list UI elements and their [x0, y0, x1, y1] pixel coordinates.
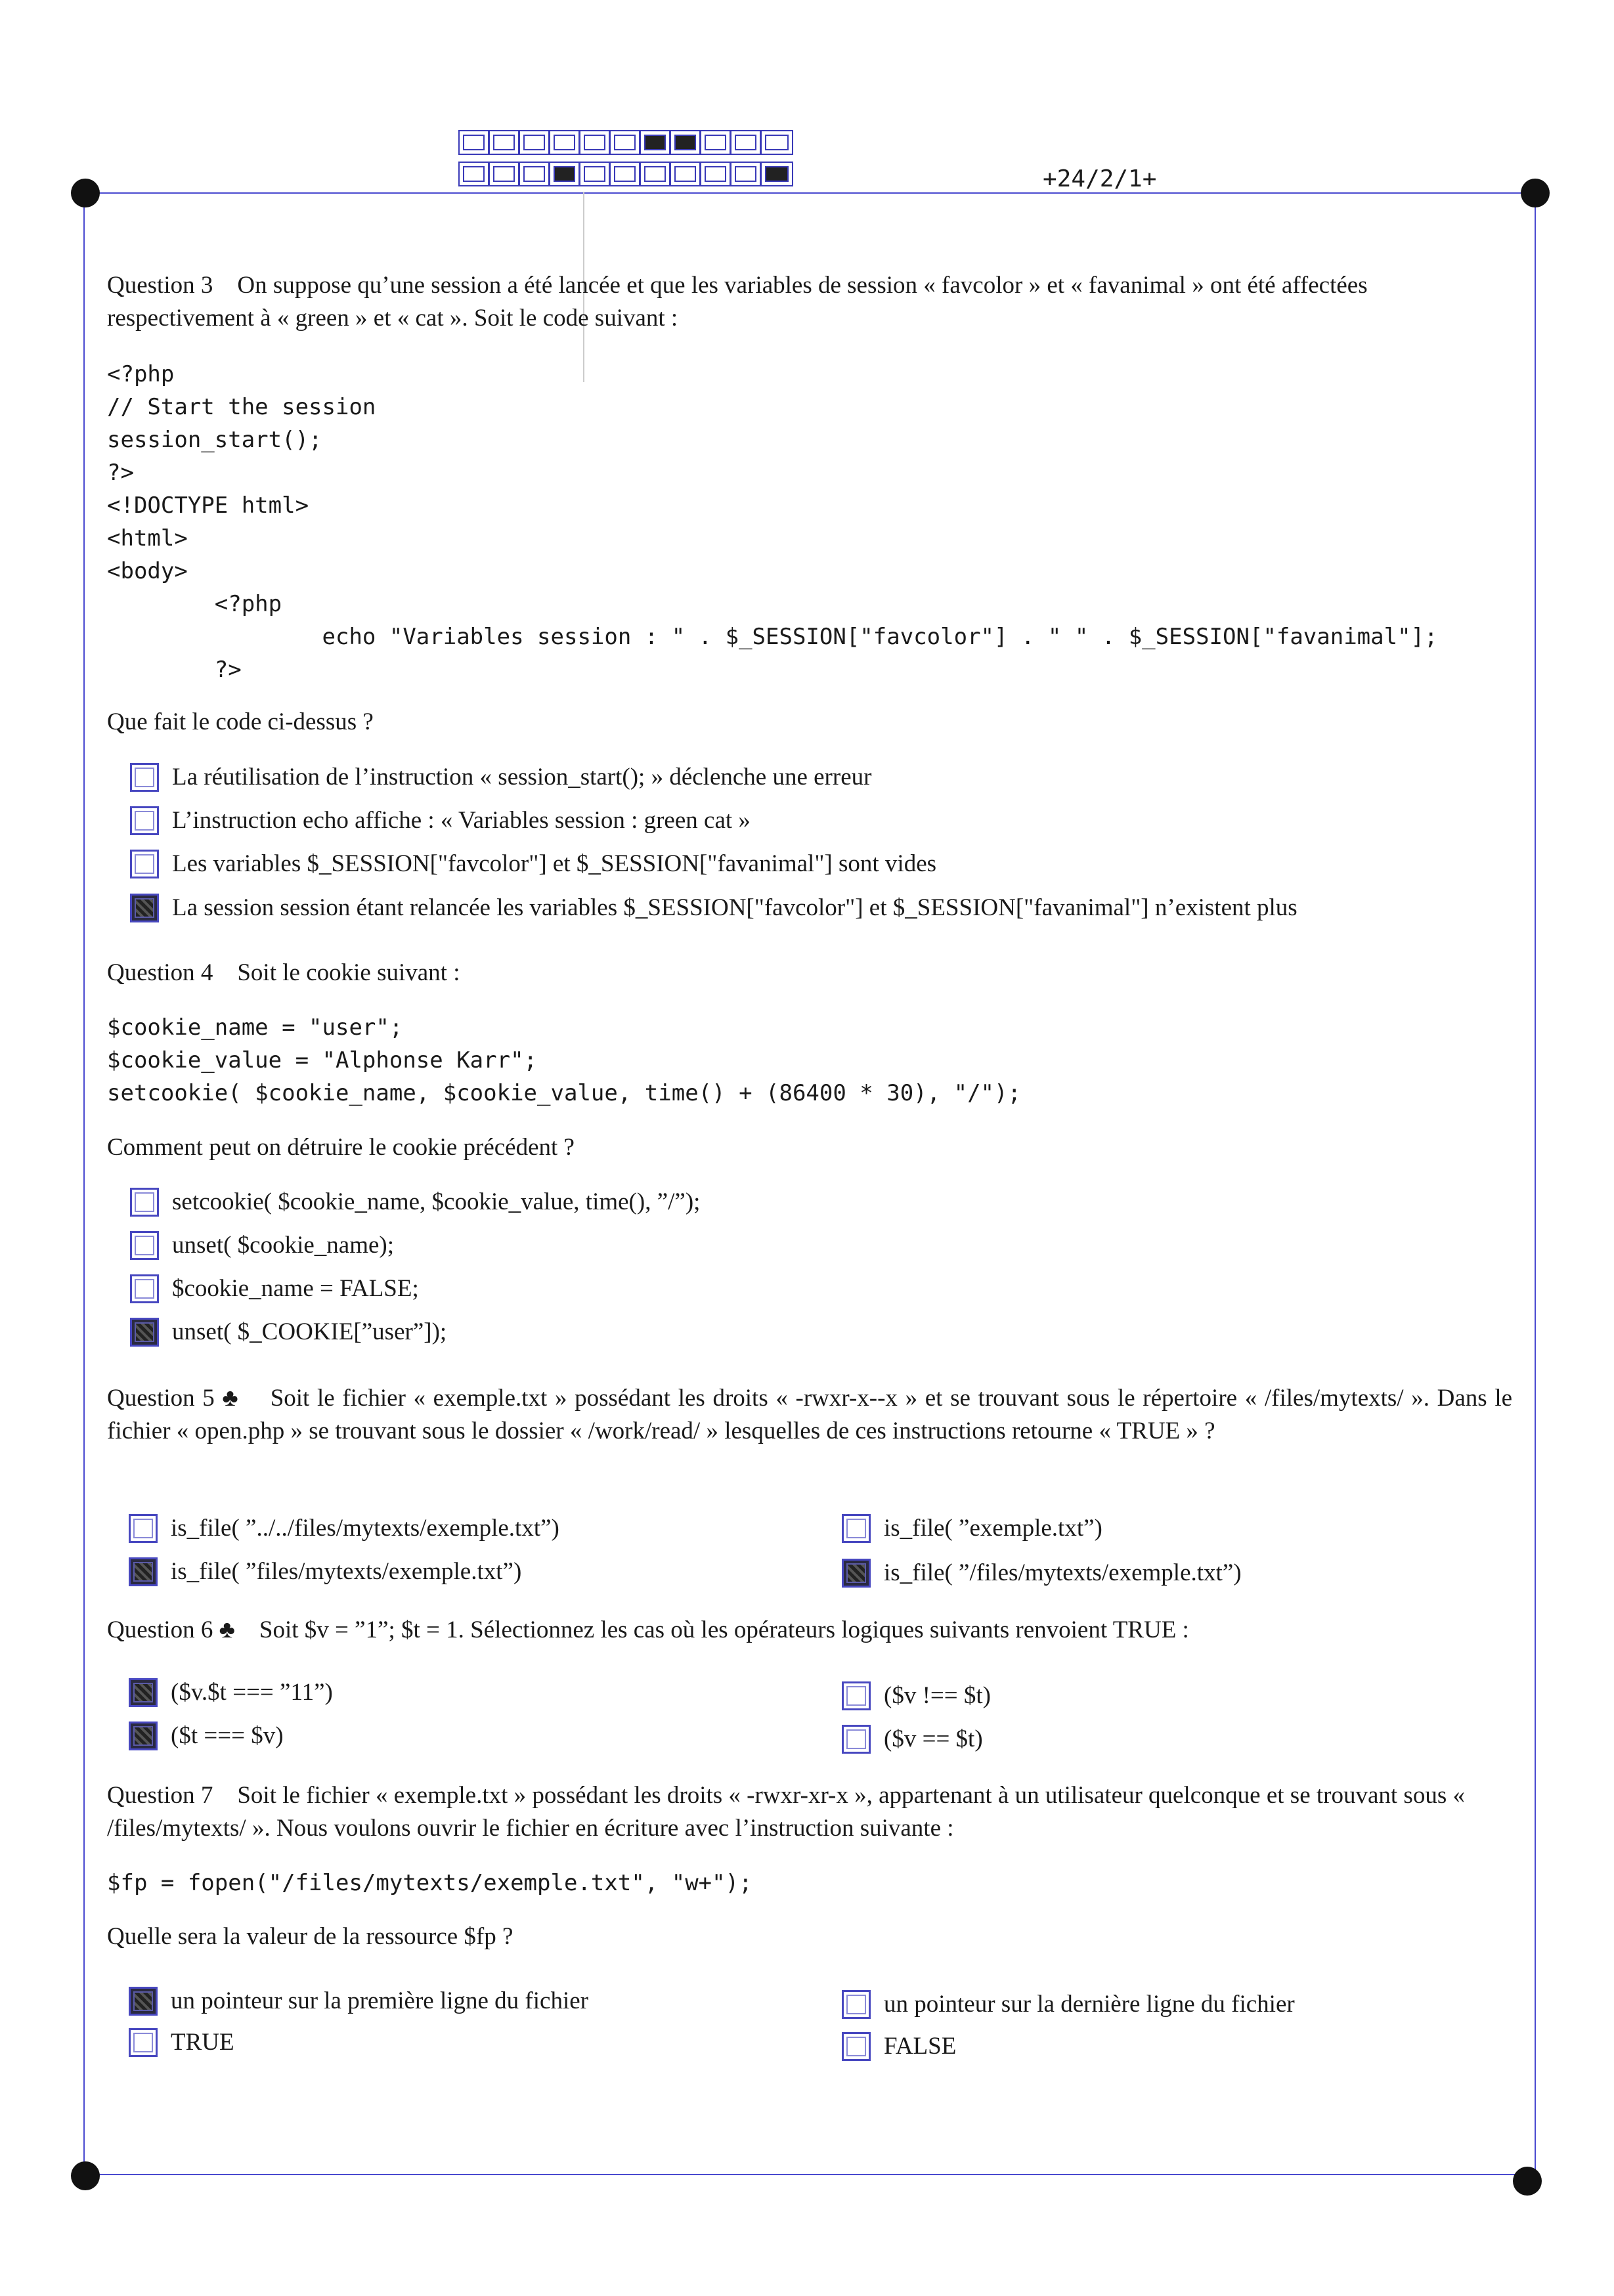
question-prompt: Que fait le code ci-dessus ? — [107, 708, 374, 735]
option-label: TRUE — [171, 2029, 234, 2056]
option-label: ($v !== $t) — [884, 1682, 991, 1709]
barcode-cell — [580, 163, 611, 185]
question-3 — [107, 269, 1512, 335]
q5-option-2[interactable] — [842, 1513, 1102, 1544]
barcode-cell — [611, 131, 641, 154]
checkbox[interactable] — [130, 1318, 159, 1347]
option-label: un pointeur sur la dernière ligne du fichier — [884, 1991, 1295, 2018]
checkbox[interactable] — [842, 1559, 871, 1588]
question-label: Question 4 — [107, 959, 213, 986]
barcode-cell — [520, 131, 550, 154]
q5-option-3[interactable] — [129, 1556, 521, 1588]
question-label: Question 6 ♣ — [107, 1616, 235, 1643]
q4-option-3[interactable] — [130, 1273, 419, 1305]
option-label: FALSE — [884, 2033, 957, 2060]
code-block-q4: $cookie_name = "user"; $cookie_value = "Alphonse Karr"; setcookie( $cookie_name, $cookie_value, time() + (86400 * 30), "/"); — [107, 1014, 1021, 1106]
q3-option-4[interactable] — [130, 892, 1298, 924]
option-label: ($t === $v) — [171, 1722, 284, 1749]
option-label: Les variables $_SESSION["favcolor"] et $_SESSION["favanimal"] sont vides — [172, 850, 937, 877]
checkbox[interactable] — [842, 2032, 871, 2061]
registration-mark-bottom-left — [71, 2161, 100, 2190]
q5-option-4[interactable] — [842, 1557, 1242, 1589]
option-label: ($v.$t === ”11”) — [171, 1679, 333, 1706]
barcode-cell — [731, 163, 762, 185]
option-label: is_file( ”/files/mytexts/exemple.txt”) — [884, 1559, 1242, 1586]
code-block-q7: $fp = fopen("/files/mytexts/exemple.txt", "w+"); — [107, 1870, 752, 1896]
option-label: L’instruction echo affiche : « Variables session : green cat » — [172, 807, 751, 834]
option-label: unset( $cookie_name); — [172, 1232, 395, 1259]
checkbox[interactable] — [842, 1725, 871, 1754]
barcode-cell — [701, 163, 731, 185]
registration-mark-bottom-right — [1513, 2167, 1542, 2196]
checkbox[interactable] — [129, 2028, 158, 2057]
barcode-cell — [520, 163, 550, 185]
barcode-cell — [641, 131, 671, 154]
q7-option-2[interactable] — [842, 1989, 1295, 2020]
barcode-cell — [490, 163, 520, 185]
registration-mark-top-right — [1521, 179, 1550, 207]
question-4 — [107, 957, 1512, 989]
option-label: $cookie_name = FALSE; — [172, 1275, 419, 1302]
question-text: Soit le fichier « exemple.txt » possédant les droits « -rwxr-x--x » et se trouvant sous le répertoire « /files/mytexts/ ». Dans le fichier « open.php » se trouvant sous le dossier « /work/read/ » lesquelles de ces instructions retourne « TRUE » ? — [107, 1385, 1513, 1444]
barcode-top — [458, 130, 793, 155]
checkbox[interactable] — [842, 1514, 871, 1543]
question-label: Question 7 — [107, 1782, 213, 1809]
checkbox[interactable] — [130, 1231, 159, 1260]
barcode-cell — [611, 163, 641, 185]
code-block-q3: <?php // Start the session session_start(); ?> <!DOCTYPE html> <html> <body> <?php echo "Variables session : " . $_SESSION["favcolor"] . " " . $_SESSION["favanimal"]; ?> — [107, 361, 1438, 683]
barcode-bottom — [458, 162, 793, 186]
checkbox[interactable] — [130, 1188, 159, 1217]
registration-mark-top-left — [71, 179, 100, 207]
checkbox[interactable] — [129, 1514, 158, 1543]
option-label: La réutilisation de l’instruction « session_start(); » déclenche une erreur — [172, 764, 872, 791]
q7-option-3[interactable] — [129, 2027, 234, 2058]
checkbox[interactable] — [130, 1274, 159, 1303]
question-6 — [107, 1614, 1512, 1647]
page-id: +24/2/1+ — [1043, 165, 1157, 192]
question-7 — [107, 1779, 1512, 1845]
question-prompt: Comment peut on détruire le cookie précédent ? — [107, 1134, 575, 1161]
question-text: Soit $v = ”1”; $t = 1. Sélectionnez les cas où les opérateurs logiques suivants renvoient TRUE : — [259, 1616, 1189, 1643]
checkbox[interactable] — [130, 806, 159, 835]
checkbox[interactable] — [842, 1681, 871, 1710]
checkbox[interactable] — [129, 1678, 158, 1707]
barcode-cell — [460, 163, 490, 185]
checkbox[interactable] — [129, 1722, 158, 1750]
question-text: On suppose qu’une session a été lancée et que les variables de session « favcolor » et « favanimal » ont été affectées respectivement à « green » et « cat ». Soit le code suivant : — [107, 272, 1368, 332]
question-label: Question 3 — [107, 272, 213, 299]
barcode-cell — [550, 163, 580, 185]
q3-option-3[interactable] — [130, 848, 936, 880]
question-text: Soit le cookie suivant : — [237, 959, 460, 986]
barcode-cell — [641, 163, 671, 185]
q3-option-1[interactable] — [130, 762, 871, 793]
checkbox[interactable] — [130, 850, 159, 878]
checkbox[interactable] — [842, 1990, 871, 2019]
q7-option-1[interactable] — [129, 1985, 588, 2017]
barcode-cell — [671, 131, 701, 154]
option-label: setcookie( $cookie_name, $cookie_value, time(), ”/”); — [172, 1188, 701, 1215]
q4-option-4[interactable] — [130, 1316, 447, 1348]
question-5 — [107, 1382, 1512, 1448]
q4-option-1[interactable] — [130, 1186, 700, 1218]
checkbox[interactable] — [130, 894, 159, 922]
option-label: is_file( ”../../files/mytexts/exemple.txt”) — [171, 1515, 559, 1542]
barcode-cell — [671, 163, 701, 185]
question-text: Soit le fichier « exemple.txt » possédant les droits « -rwxr-xr-x », appartenant à un utilisateur quelconque et se trouvant sous « /files/mytexts/ ». Nous voulons ouvrir le fichier en écriture avec l’instruction suivante : — [107, 1782, 1465, 1842]
option-label: is_file( ”exemple.txt”) — [884, 1515, 1102, 1542]
barcode-cell — [701, 131, 731, 154]
checkbox[interactable] — [129, 1557, 158, 1586]
barcode-cell — [490, 131, 520, 154]
question-label: Question 5 ♣ — [107, 1385, 240, 1412]
barcode-cell — [762, 131, 792, 154]
q6-option-2[interactable] — [842, 1680, 991, 1712]
checkbox[interactable] — [130, 763, 159, 792]
option-label: un pointeur sur la première ligne du fichier — [171, 1987, 588, 2014]
q3-option-2[interactable] — [130, 805, 751, 836]
option-label: is_file( ”files/mytexts/exemple.txt”) — [171, 1558, 522, 1585]
q6-option-1[interactable] — [129, 1677, 333, 1708]
barcode-cell — [580, 131, 611, 154]
q6-option-3[interactable] — [129, 1720, 284, 1752]
q5-option-1[interactable] — [129, 1513, 559, 1544]
option-label: La session session étant relancée les variables $_SESSION["favcolor"] et $_SESSION["favanimal"] n’existent plus — [172, 894, 1298, 921]
q7-option-4[interactable] — [842, 2031, 956, 2062]
checkbox[interactable] — [129, 1987, 158, 2016]
barcode-cell — [762, 163, 792, 185]
barcode-cell — [460, 131, 490, 154]
option-label: ($v == $t) — [884, 1725, 983, 1752]
option-label: unset( $_COOKIE[”user”]); — [172, 1318, 447, 1345]
question-prompt: Quelle sera la valeur de la ressource $fp ? — [107, 1923, 513, 1950]
barcode-cell — [550, 131, 580, 154]
barcode-cell — [731, 131, 762, 154]
q6-option-4[interactable] — [842, 1723, 983, 1755]
q4-option-2[interactable] — [130, 1230, 394, 1261]
